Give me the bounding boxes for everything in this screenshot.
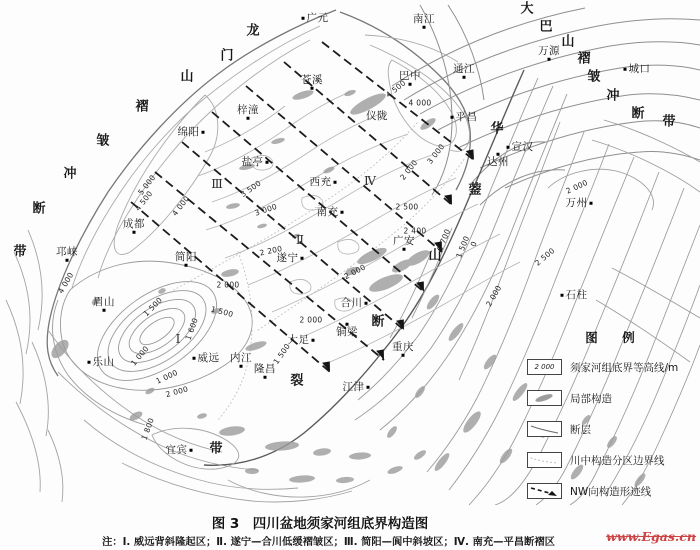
city-label: 广安 xyxy=(393,236,415,247)
legend-label: 须家河组底界等高线/m xyxy=(570,361,679,374)
map-legend xyxy=(527,328,699,499)
city-label: 万源 xyxy=(538,46,560,57)
legend-item-nw-trace xyxy=(527,483,699,499)
contour-elevation-label: 0 xyxy=(468,239,479,248)
city-label: 石柱 xyxy=(561,290,588,301)
contour-elevation-label: 2 000 xyxy=(398,158,420,182)
belt-char: 带 xyxy=(662,114,676,130)
legend-item-fault xyxy=(527,421,699,437)
figure-caption: 图 3 四川盆地须家河组底界构造图 xyxy=(211,516,429,532)
belt-char: 山 xyxy=(561,34,575,50)
zone-numeral: Ⅰ xyxy=(175,332,181,346)
zone-numeral: Ⅱ xyxy=(295,233,305,247)
contour-elevation-label: 2 400 xyxy=(403,226,427,236)
contour-elevation-label: 1 700 xyxy=(435,227,453,253)
city-label: 简阳 xyxy=(175,252,197,263)
city-label: 广元 xyxy=(302,13,329,24)
belt-char: 大 xyxy=(520,1,534,17)
contour-elevation-label: 4 500 xyxy=(133,189,155,213)
city-label: 南充 xyxy=(317,207,344,218)
zone-boundary-swatch xyxy=(527,452,562,468)
contour-elevation-label: 2 200 xyxy=(258,243,284,258)
city-label: 万州 xyxy=(566,198,593,209)
local-structure-swatch xyxy=(527,390,562,406)
city-label: 南江 xyxy=(413,14,435,25)
belt-char: 冲 xyxy=(606,88,620,104)
contour-elevation-label: 3 500 xyxy=(238,178,263,200)
legend-label: NW向构造形迹线 xyxy=(570,485,652,498)
city-label: 西充 xyxy=(310,177,337,188)
city-label: 平昌 xyxy=(451,112,478,123)
legend-item-contour xyxy=(527,359,699,375)
city-label: 大足 xyxy=(288,335,315,346)
basin-boundary-lines xyxy=(47,10,470,376)
contour-elevation-label: 2 000 xyxy=(216,280,240,290)
contour-elevation-label: 2 000 xyxy=(299,315,323,325)
legend-label: 川中构造分区边界线 xyxy=(570,454,665,467)
city-label: 巴中 xyxy=(399,71,421,82)
city-label: 遂宁 xyxy=(277,253,304,264)
contour-elevation-label: 1 500 xyxy=(141,295,165,319)
contour-elevation-label: 4 000 xyxy=(408,98,432,108)
contour-elevation-label: 1 000 xyxy=(154,367,180,386)
contour-elevation-label: 4 000 xyxy=(56,270,76,296)
contour-elevation-label: 2 500 xyxy=(533,245,557,268)
belt-char: 冲 xyxy=(63,166,77,182)
belt-char: 蓥 xyxy=(468,182,482,198)
contour-elevation-label: 1 800 xyxy=(139,416,156,442)
sw-contour-lines xyxy=(6,230,370,502)
belt-char: 断 xyxy=(371,314,385,330)
city-label: 江津 xyxy=(343,382,370,393)
city-label: 苍溪 xyxy=(301,75,323,86)
figure-note: 注：Ⅰ. 威远背斜隆起区；Ⅱ. 遂宁—合川低缓褶皱区；Ⅲ. 简阳—阆中斜坡区；Ⅳ. 南充—平昌断褶区 xyxy=(102,536,555,548)
belt-char: 断 xyxy=(32,201,46,217)
legend-item-zone-boundary xyxy=(527,452,699,468)
belt-char: 带 xyxy=(13,244,27,260)
belt-char: 山 xyxy=(428,248,442,264)
legend-label: 局部构造 xyxy=(570,392,612,405)
belt-char: 巴 xyxy=(539,19,553,35)
city-label: 乐山 xyxy=(88,357,115,368)
nw-trace-end-markers xyxy=(321,146,482,372)
contour-elevation-label: 2 000 xyxy=(342,262,368,282)
legend-label: 断层 xyxy=(570,423,591,436)
contour-elevation-label: 1 500 xyxy=(271,341,293,366)
contour-elevation-label: 4 000 xyxy=(170,194,192,218)
belt-char: 断 xyxy=(631,106,645,122)
contour-elevation-label: 3 000 xyxy=(253,201,279,218)
city-label: 内江 xyxy=(230,353,252,364)
contour-elevation-swatch: 2 000 xyxy=(527,359,562,375)
belt-char: 山 xyxy=(180,69,194,85)
nw-contour-lines xyxy=(72,23,472,288)
zone-numeral: Ⅲ xyxy=(211,177,223,191)
contour-elevation-label: 1 000 xyxy=(128,344,151,368)
belt-char: 褶 xyxy=(135,99,149,115)
legend-item-local-structure xyxy=(527,390,699,406)
dabashan-fold-lines xyxy=(392,1,700,205)
contour-elevation-label: 3 000 xyxy=(425,142,447,166)
nw-trace-swatch xyxy=(527,483,562,499)
belt-char: 门 xyxy=(220,48,234,64)
belt-char: 皱 xyxy=(96,133,110,149)
city-label: 宣汉 xyxy=(507,142,534,153)
zone-boundary-lines xyxy=(170,122,465,420)
contour-elevation-label: 1 500 xyxy=(454,234,472,260)
huayingshan-fault-line xyxy=(204,70,567,465)
belt-char: 华 xyxy=(490,121,504,137)
fault-swatch xyxy=(527,421,562,437)
city-label: 梓潼 xyxy=(237,105,259,116)
belt-char: 裂 xyxy=(290,373,304,389)
city-label: 绵阳 xyxy=(178,127,205,138)
contour-elevation-label: 2 000 xyxy=(164,384,190,400)
contour-elevation-label: 5 000 xyxy=(136,173,158,197)
city-label: 宜宾 xyxy=(166,445,193,456)
contour-elevation-label: 2 500 xyxy=(395,202,419,212)
city-label: 铜梁 xyxy=(336,327,358,338)
city-label: 城口 xyxy=(624,64,651,75)
city-label: 合川 xyxy=(341,298,368,309)
city-label: 邛崃 xyxy=(56,247,78,258)
contour-elevation-label: 1 600 xyxy=(183,316,200,342)
city-label: 盐亭 xyxy=(242,157,269,168)
belt-char: 带 xyxy=(209,441,223,457)
belt-char: 皱 xyxy=(587,69,601,85)
contour-elevation-label: 2 000 xyxy=(564,177,590,196)
city-label: 重庆 xyxy=(392,342,414,353)
city-label: 隆昌 xyxy=(254,364,276,375)
central-contour-lines xyxy=(198,92,520,362)
weiyuan-dome-contours xyxy=(53,261,253,425)
watermark: www.Egas.cn xyxy=(606,529,696,544)
belt-char: 龙 xyxy=(246,23,260,39)
city-label: 成都 xyxy=(123,219,145,230)
city-label: 仪陇 xyxy=(366,109,388,122)
contour-elevation-label: 4 500 xyxy=(384,78,408,100)
city-label: 威远 xyxy=(193,353,220,364)
contour-elevation-label: 1 500 xyxy=(209,304,235,320)
zone-numeral: Ⅳ xyxy=(364,174,376,188)
city-label: 眉山 xyxy=(93,297,115,308)
legend-title: 图 例 xyxy=(585,330,641,345)
belt-char: 褶 xyxy=(577,51,591,67)
city-label: 通江 xyxy=(453,64,475,75)
city-label: 达州 xyxy=(487,157,509,168)
contour-elevation-label: 2 000 xyxy=(484,283,504,309)
